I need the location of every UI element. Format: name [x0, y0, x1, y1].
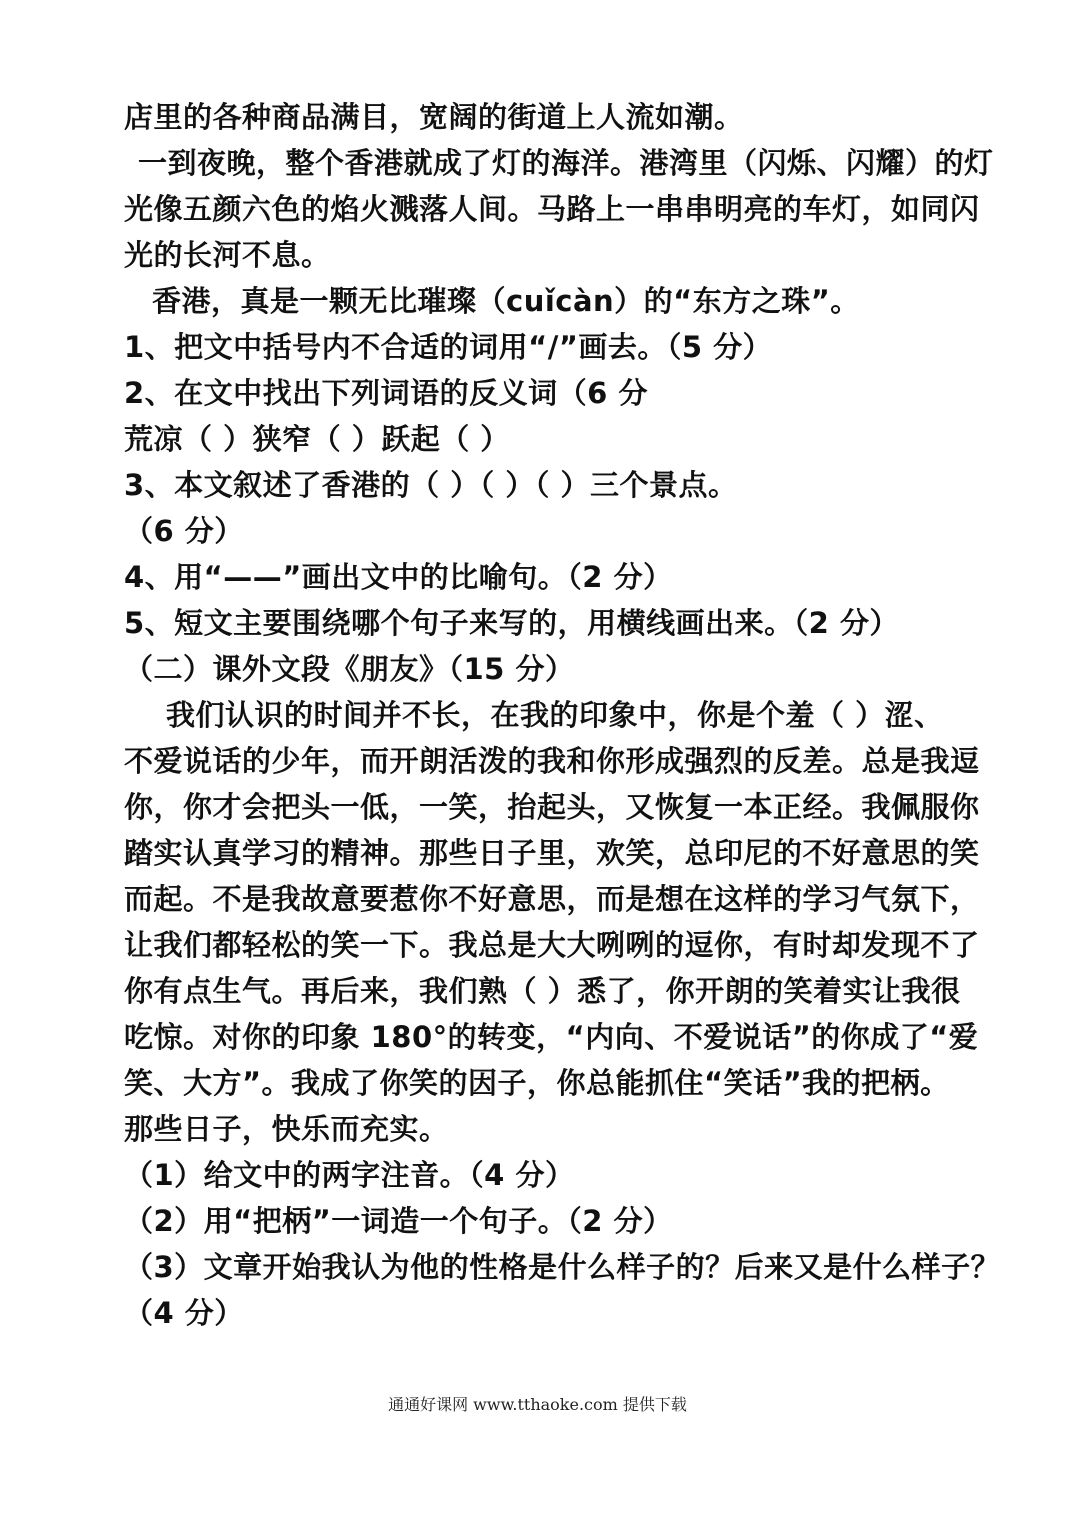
text-line: 我们认识的时间并不长，在我的印象中，你是个羞（ ）涩、 — [166, 698, 944, 732]
text-line: 你有点生气。再后来，我们熟（ ）悉了，你开朗的笑着实让我很 — [124, 974, 961, 1008]
text-line: 踏实认真学习的精神。那些日子里，欢笑，总印尼的不好意思的笑 — [124, 836, 980, 870]
question-1: 1、把文中括号内不合适的词用“/”画去。（5 分） — [124, 330, 773, 364]
text-line: 吃惊。对你的印象 180°的转变，“内向、不爱说话”的你成了“爱 — [124, 1020, 979, 1054]
text-line: 那些日子，快乐而充实。 — [124, 1112, 449, 1146]
section-heading: （二）课外文段《朋友》（15 分） — [124, 652, 575, 686]
text-line: 一到夜晚，整个香港就成了灯的海洋。港湾里（闪烁、闪耀）的灯 — [138, 146, 994, 180]
question-2-blanks: 荒凉（ ）狭窄（ ）跃起（ ） — [124, 422, 510, 456]
footer-credit: 通通好课网 www.tthaoke.com 提供下载 — [388, 1395, 687, 1414]
text-line: 不爱说话的少年，而开朗活泼的我和你形成强烈的反差。总是我逗 — [124, 744, 980, 778]
question-3-score: （6 分） — [124, 514, 244, 548]
question-3: 3、本文叙述了香港的（ ）（ ）（ ）三个景点。 — [124, 468, 738, 502]
text-line: 光的长河不息。 — [124, 238, 331, 272]
sub-question-3-score: （4 分） — [124, 1296, 244, 1330]
sub-question-1: （1）给文中的两字注音。（4 分） — [124, 1158, 575, 1192]
text-line: 笑、大方”。我成了你笑的因子，你总能抓住“笑话”我的把柄。 — [124, 1066, 950, 1100]
text-line: 光像五颜六色的焰火溅落人间。马路上一串串明亮的车灯，如同闪 — [124, 192, 980, 226]
text-line: 你，你才会把头一低，一笑，抬起头，又恢复一本正经。我佩服你 — [124, 790, 980, 824]
question-2: 2、在文中找出下列词语的反义词（6 分 — [124, 376, 648, 410]
question-5: 5、短文主要围绕哪个句子来写的，用横线画出来。（2 分） — [124, 606, 899, 640]
sub-question-2: （2）用“把柄”一词造一个句子。（2 分） — [124, 1204, 673, 1238]
text-line: 让我们都轻松的笑一下。我总是大大咧咧的逗你，有时却发现不了 — [124, 928, 980, 962]
question-4: 4、用“——”画出文中的比喻句。（2 分） — [124, 560, 673, 594]
text-line: 店里的各种商品满目，宽阔的街道上人流如潮。 — [124, 100, 744, 134]
text-line: 香港，真是一颗无比璀璨（cuǐcàn）的“东方之珠”。 — [152, 284, 860, 318]
sub-question-3: （3）文章开始我认为他的性格是什么样子的？后来又是什么样子？ — [124, 1250, 1001, 1284]
text-line: 而起。不是我故意要惹你不好意思，而是想在这样的学习气氛下， — [124, 882, 980, 916]
